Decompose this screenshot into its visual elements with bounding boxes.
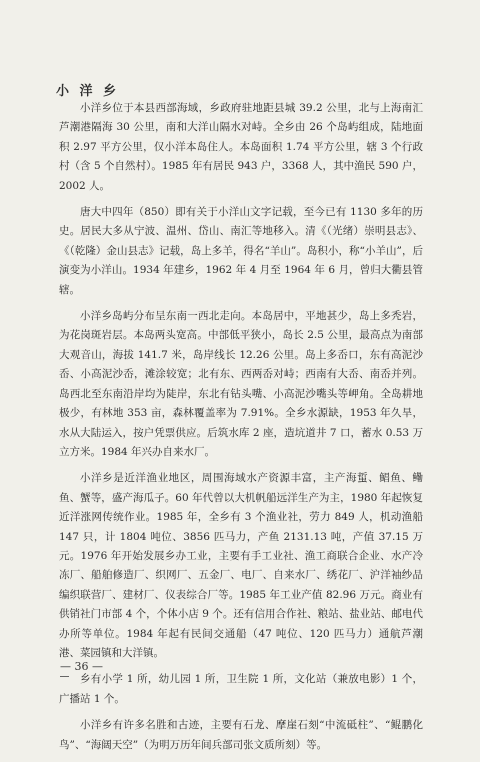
section-title: 小 洋 乡 bbox=[56, 84, 120, 99]
page-number: — 36 — bbox=[60, 660, 103, 673]
paragraph-history: 唐大中四年（850）即有关于小洋山文字记载，至今已有 1130 多年的历史。居民大多从宁波、温州、岱山、南汇等地移入。清《（光绪）崇明县志》、《（乾隆）金山县志》记载，岛上多羊，得名“羊山”。岛积小，称“小羊山”，后演变为小洋山。1934 年建乡，1962 年 4 月至 1964 年 6 月，曾归大衢县管辖。 bbox=[59, 206, 423, 296]
paragraph-landmarks: 小洋乡有许多名胜和古迹，主要有石龙、摩崖石刻“中流砥柱”、“鲲鹏化鸟”、“海阔天空”（为明万历年间兵部司张文质所刻）等。 bbox=[59, 719, 423, 751]
paragraph-facilities: 乡有小学 1 所，幼儿园 1 所，卫生院 1 所，文化站（兼放电影）1 个，广播站 1 个。 bbox=[59, 673, 423, 705]
paragraph-economy: 小洋乡是近洋渔业地区，周围海域水产资源丰富，主产海蜇、鲳鱼、鳓鱼、蟹等，盛产海瓜子。60 年代曾以大机帆船远洋生产为主，1980 年起恢复近洋涨网传统作业。1985 年，全乡有 3 个渔业社，劳力 849 人，机动渔船 147 只，计 1804 吨位、3856 匹马力，产鱼 2131.13 吨，产值 37.15 万元。1976 年开始发展乡办工业，主要有手工业社、渔工商联合企业、水产冷冻厂、船舶修造厂、织网厂、五金厂、电厂、自来水厂、绣花厂、沪洋袖纱品编织联营厂、建材厂、仪表综合厂等。1985 年工业产值 82.96 万元。商业有供销社门市部 4 个，个体小店 9 个。还有信用合作社、粮站、盐业站、邮电代办所等单位。1984 年起有民间交通船（47 吨位、120 匹马力）通航芦潮港、菜园镇和大洋镇。 bbox=[59, 472, 423, 659]
paragraph-geography: 小洋乡岛屿分布呈东南一西北走向。本岛居中，平地甚少，岛上多秃岩，为花岗斑岩层。本岛两头宽高。中部低平狭小，岛长 2.5 公里，最高点为南部大观音山，海拔 141.7 米，岛岸线长 12.26 公里。岛上多岙口，东有高泥沙岙、小高泥沙岙，滩涂较宽；北有东、西两岙对峙；西南有大岙、南岙并列。岛西北至东南沿岸均为陡岸，东北有钻头嘴、小高泥沙嘴头等岬角。全岛耕地极少，有林地 353 亩，森林覆盖率为 7.91%。全乡水源缺，1953 年久旱，水从大陆运入，按户凭票供应。后筑水库 2 座，造坑道井 7 口，蓄水 0.53 万立方米。1984 年兴办自来水厂。 bbox=[59, 310, 423, 458]
page-number-underline bbox=[60, 676, 69, 677]
body-text bbox=[59, 99, 423, 762]
paragraph-overview: 小洋乡位于本县西部海域，乡政府驻地距县城 39.2 公里，北与上海南汇芦潮港隔海 30 公里，南和大洋山隔水对峙。全乡由 26 个岛屿组成，陆地面积 2.97 平方公里，仅小洋本岛住人。本岛面积 1.74 平方公里，辖 3 个行政村（含 5 个自然村）。1985 年有居民 943 户，3368 人，其中渔民 590 户，2002 人。 bbox=[59, 102, 423, 192]
